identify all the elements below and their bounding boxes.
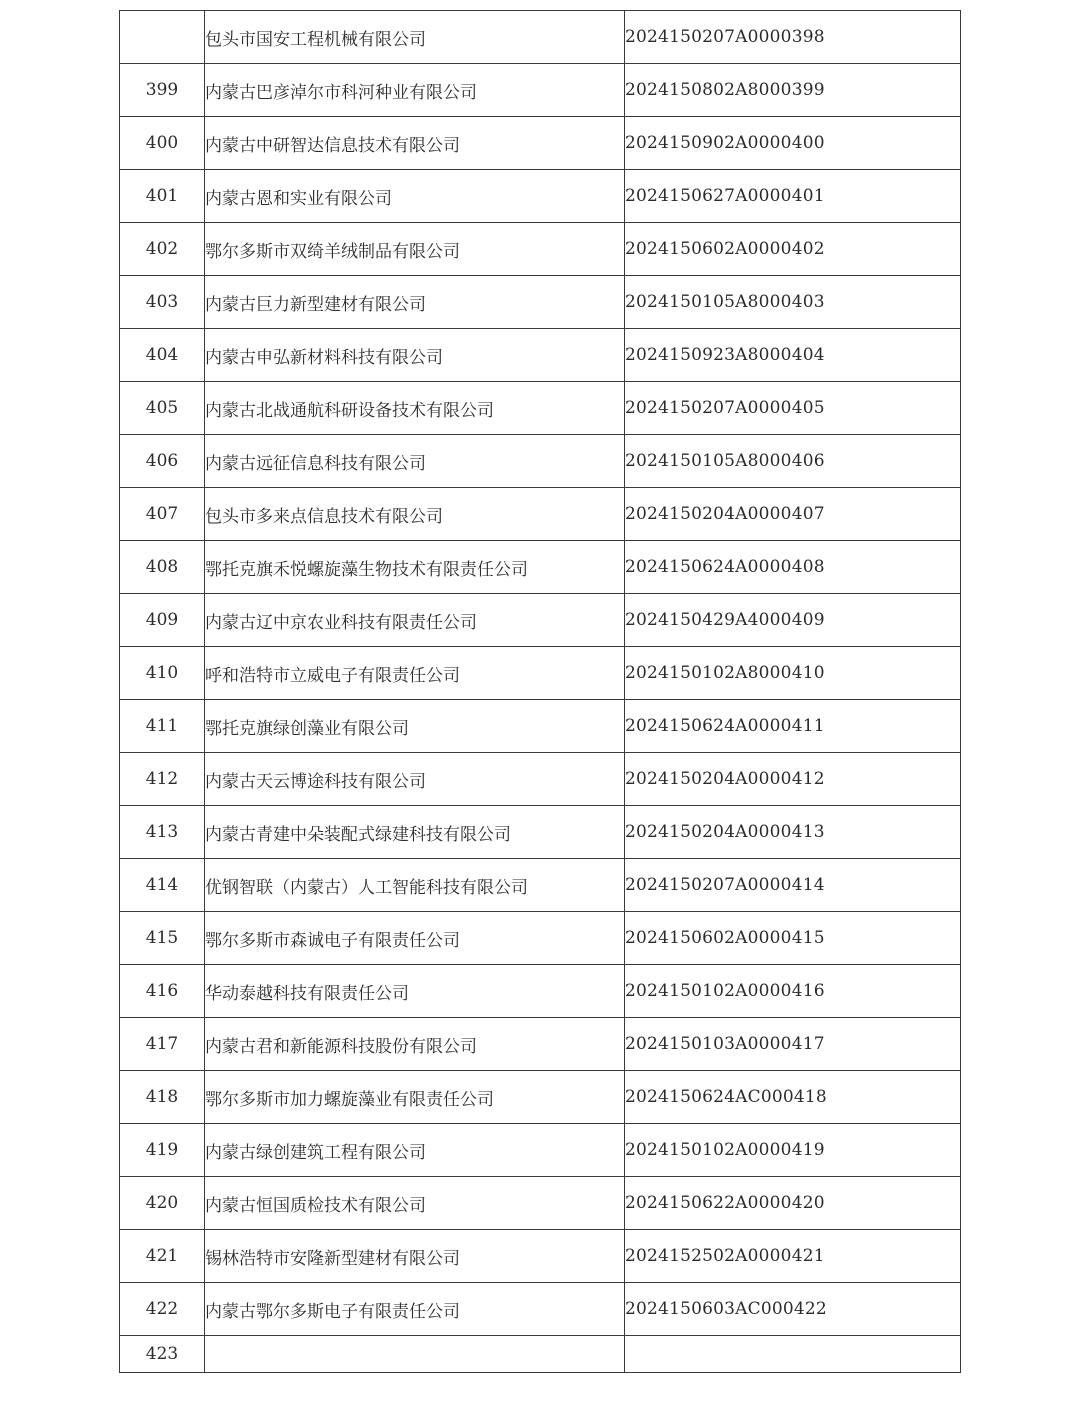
row-number: 403	[120, 276, 205, 329]
registration-code: 2024150624AC000418	[625, 1071, 961, 1124]
table-row	[120, 435, 961, 488]
row-number: 416	[120, 965, 205, 1018]
table-row	[120, 64, 961, 117]
company-name: 内蒙古青建中朵装配式绿建科技有限公司	[205, 806, 625, 859]
company-name: 包头市国安工程机械有限公司	[205, 11, 625, 64]
registration-code: 2024150923A8000404	[625, 329, 961, 382]
row-number: 418	[120, 1071, 205, 1124]
company-name: 鄂尔多斯市森诚电子有限责任公司	[205, 912, 625, 965]
row-number: 422	[120, 1283, 205, 1336]
table-row	[120, 1071, 961, 1124]
table-row	[120, 329, 961, 382]
company-name: 内蒙古辽中京农业科技有限责任公司	[205, 594, 625, 647]
table-row	[120, 11, 961, 64]
table-row	[120, 276, 961, 329]
row-number: 401	[120, 170, 205, 223]
table-row	[120, 223, 961, 276]
table-row	[120, 965, 961, 1018]
registration-code: 2024150207A0000414	[625, 859, 961, 912]
table-row	[120, 647, 961, 700]
registration-code: 2024150207A0000398	[625, 11, 961, 64]
registration-code: 2024150624A0000411	[625, 700, 961, 753]
row-number: 400	[120, 117, 205, 170]
company-name: 内蒙古巴彦淖尔市科河种业有限公司	[205, 64, 625, 117]
company-name: 内蒙古巨力新型建材有限公司	[205, 276, 625, 329]
row-number: 399	[120, 64, 205, 117]
table-row	[120, 1283, 961, 1336]
registration-code: 2024150204A0000413	[625, 806, 961, 859]
row-number: 420	[120, 1177, 205, 1230]
row-number: 410	[120, 647, 205, 700]
company-name: 呼和浩特市立威电子有限责任公司	[205, 647, 625, 700]
table-row	[120, 806, 961, 859]
registration-code: 2024150429A4000409	[625, 594, 961, 647]
company-name: 华动泰越科技有限责任公司	[205, 965, 625, 1018]
company-name: 内蒙古恒国质检技术有限公司	[205, 1177, 625, 1230]
registration-code: 2024150105A8000406	[625, 435, 961, 488]
row-number: 409	[120, 594, 205, 647]
company-name: 锡林浩特市安隆新型建材有限公司	[205, 1230, 625, 1283]
registration-code: 2024150204A0000407	[625, 488, 961, 541]
registration-code: 2024150102A8000410	[625, 647, 961, 700]
row-number: 405	[120, 382, 205, 435]
row-number: 404	[120, 329, 205, 382]
company-name: 内蒙古北战通航科研设备技术有限公司	[205, 382, 625, 435]
table-row	[120, 859, 961, 912]
row-number: 414	[120, 859, 205, 912]
row-number: 408	[120, 541, 205, 594]
company-name: 鄂托克旗禾悦螺旋藻生物技术有限责任公司	[205, 541, 625, 594]
registration-code: 2024150602A0000402	[625, 223, 961, 276]
company-name: 内蒙古绿创建筑工程有限公司	[205, 1124, 625, 1177]
company-name: 包头市多来点信息技术有限公司	[205, 488, 625, 541]
table-row	[120, 594, 961, 647]
registration-code: 2024152502A0000421	[625, 1230, 961, 1283]
row-number: 417	[120, 1018, 205, 1071]
table-row	[120, 541, 961, 594]
registration-code: 2024150103A0000417	[625, 1018, 961, 1071]
table-row	[120, 1177, 961, 1230]
row-number: 406	[120, 435, 205, 488]
registration-code: 2024150102A0000419	[625, 1124, 961, 1177]
registration-code	[625, 1336, 961, 1373]
table-row	[120, 170, 961, 223]
row-number: 402	[120, 223, 205, 276]
company-name: 内蒙古中研智达信息技术有限公司	[205, 117, 625, 170]
company-name: 鄂尔多斯市加力螺旋藻业有限责任公司	[205, 1071, 625, 1124]
row-number: 423	[120, 1336, 205, 1373]
registration-code: 2024150624A0000408	[625, 541, 961, 594]
registration-code: 2024150627A0000401	[625, 170, 961, 223]
table-row	[120, 488, 961, 541]
row-number	[120, 11, 205, 64]
row-number: 412	[120, 753, 205, 806]
registration-code: 2024150602A0000415	[625, 912, 961, 965]
company-name: 鄂尔多斯市双绮羊绒制品有限公司	[205, 223, 625, 276]
row-number: 415	[120, 912, 205, 965]
table-row	[120, 700, 961, 753]
row-number: 419	[120, 1124, 205, 1177]
table-row	[120, 1230, 961, 1283]
registration-code: 2024150204A0000412	[625, 753, 961, 806]
company-name: 内蒙古鄂尔多斯电子有限责任公司	[205, 1283, 625, 1336]
registry-table	[119, 10, 961, 1373]
table-row	[120, 1336, 961, 1373]
table-row	[120, 753, 961, 806]
company-name: 内蒙古君和新能源科技股份有限公司	[205, 1018, 625, 1071]
company-name: 内蒙古申弘新材料科技有限公司	[205, 329, 625, 382]
table-row	[120, 912, 961, 965]
row-number: 421	[120, 1230, 205, 1283]
row-number: 413	[120, 806, 205, 859]
row-number: 407	[120, 488, 205, 541]
company-name: 鄂托克旗绿创藻业有限公司	[205, 700, 625, 753]
registration-code: 2024150603AC000422	[625, 1283, 961, 1336]
company-name: 内蒙古恩和实业有限公司	[205, 170, 625, 223]
table-row	[120, 1018, 961, 1071]
company-name	[205, 1336, 625, 1373]
registration-code: 2024150105A8000403	[625, 276, 961, 329]
registration-code: 2024150207A0000405	[625, 382, 961, 435]
table-row	[120, 117, 961, 170]
registration-code: 2024150102A0000416	[625, 965, 961, 1018]
company-name: 内蒙古远征信息科技有限公司	[205, 435, 625, 488]
registration-code: 2024150902A0000400	[625, 117, 961, 170]
table-row	[120, 1124, 961, 1177]
registration-code: 2024150802A8000399	[625, 64, 961, 117]
row-number: 411	[120, 700, 205, 753]
table-row	[120, 382, 961, 435]
registration-code: 2024150622A0000420	[625, 1177, 961, 1230]
company-name: 内蒙古天云博途科技有限公司	[205, 753, 625, 806]
company-name: 优钢智联（内蒙古）人工智能科技有限公司	[205, 859, 625, 912]
